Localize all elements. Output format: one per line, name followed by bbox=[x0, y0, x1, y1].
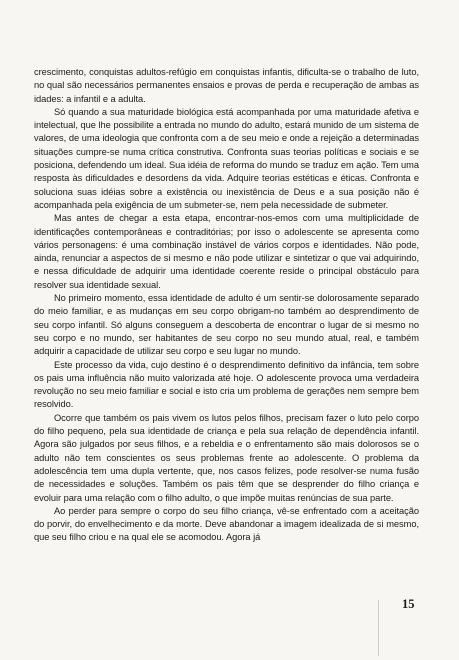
paragraph-1: crescimento, conquistas adultos-refúgio em conquistas infantis, dificulta-se o trabalho de luto, no qual são necessários permanentes ensaios e provas de perda e recuperação de ambas as idades: a infantil e a adulta. bbox=[34, 67, 419, 104]
paragraph-2: Só quando a sua maturidade biológica está acompanhada por uma maturidade afetiva e intelectual, que lhe possibilite a entrada no mundo do adulto, estará munido de um sistema de valores, de uma ideologia que confronta com a de seu meio e onde a rejeição a determinadas situações cumpre-se numa crítica construtiva. Confronta suas teorias políticas e sociais e se posiciona, defendendo um ideal. Sua idéia de reforma do mundo se traduz em ação. Tem uma resposta às dificuldades e desordens da vida. Adquire teorias estéticas e éticas. Confronta e soluciona suas idéias sobre a existência ou inexistência de Deus e a sua posição não é acompanhada pela exigência de um submeter-se, nem pela necessidade de submeter. bbox=[34, 106, 419, 210]
page-edge-mark bbox=[378, 600, 379, 656]
paragraph-5: Este processo da vida, cujo destino é o desprendimento definitivo da infância, tem sobre os pais uma influência não muito valorizada até hoje. O adolescente provoca uma verdadeira revolução no seu meio familiar e social e isto cria um problema de gerações nem sempre bem resolvido. bbox=[34, 359, 419, 410]
paragraph-3: Mas antes de chegar a esta etapa, encontrar-nos-emos com uma multiplicidade de identificações contemporâneas e contraditórias; por isso o adolescente se apresenta como vários personagens: é uma combinação instável de vários corpos e identidades. Não pode, ainda, renunciar a aspectos de si mesmo e não pode utilizar e sintetizar o que vai adquirindo, e nessa dificuldade de adquirir uma identidade coerente reside o principal obstáculo para resolver sua identidade sexual. bbox=[34, 213, 419, 290]
paragraph-6: Ocorre que também os pais vivem os lutos pelos filhos, precisam fazer o luto pelo corpo do filho pequeno, pela sua identidade de criança e pela sua relação de dependência infantil. Agora são julgados por seus filhos, e a rebeldia e o enfrentamento são mais dolorosos se o adulto não tem conscientes os seus problemas frente ao adolescente. O problema da adolescência tem uma dupla vertente, que, nos casos felizes, pode resolver-se numa fusão de necessidades e soluções. Também os pais têm que se desprender do filho criança e evoluir para uma relação com o filho adulto, o que impõe muitas renúncias de sua parte. bbox=[34, 412, 419, 503]
paragraph-7: Ao perder para sempre o corpo do seu filho criança, vê-se enfrentado com a aceitação do porvir, do envelhecimento e da morte. Deve abandonar a imagem idealizada de si mesmo, que seu filho criou e na qual ele se acomodou. Agora já bbox=[34, 505, 419, 543]
page-number: 15 bbox=[402, 597, 415, 611]
body-text bbox=[34, 66, 419, 545]
paragraph-4: No primeiro momento, essa identidade de adulto é um sentir-se dolorosamente separado do meio familiar, e as mudanças em seu corpo obrigam-no também ao desprendimento de seu corpo infantil. Só alguns conseguem a descoberta de encontrar o lugar de si mesmo no seu corpo e no mundo, ser habitantes de seu corpo no seu mundo atual, real, e também adquirir a capacidade de utilizar seu corpo e seu lugar no mundo. bbox=[34, 293, 419, 357]
